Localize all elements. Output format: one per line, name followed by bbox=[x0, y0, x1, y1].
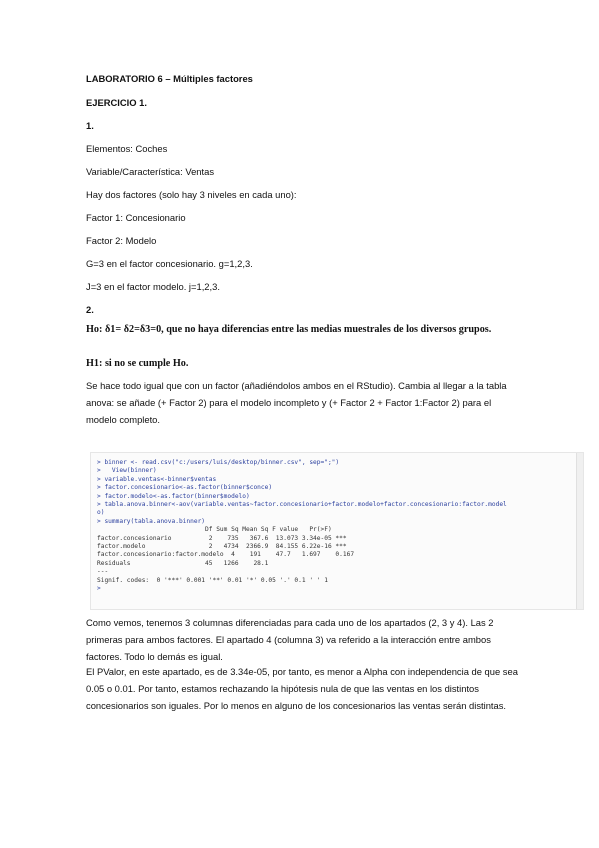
section-1-number: 1. bbox=[86, 120, 94, 131]
console-line: > summary(tabla.anova.binner) bbox=[97, 517, 206, 525]
console-output bbox=[91, 453, 583, 594]
console-line: --- bbox=[97, 568, 109, 576]
exercise-heading: EJERCICIO 1. bbox=[86, 97, 147, 108]
factores-line: Hay dos factores (solo hay 3 niveles en cada uno): bbox=[86, 189, 297, 200]
console-line: > View(binner) bbox=[97, 467, 157, 475]
null-hypothesis: Ho: δ1= δ2=δ3=0, que no haya diferencias entre las medias muestrales de los diversos grupos. bbox=[86, 324, 492, 335]
page-title: LABORATORIO 6 – Múltiples factores bbox=[86, 73, 253, 84]
g-line: G=3 en el factor concesionario. g=1,2,3. bbox=[86, 258, 253, 269]
console-line: > factor.concesionario<-as.factor(binner$conce) bbox=[97, 484, 273, 492]
console-line: > variable.ventas<-binner$ventas bbox=[97, 475, 217, 483]
console-line: factor.concesionario 2 735 367.6 13.073 3.34e-05 *** bbox=[97, 534, 347, 542]
console-line: factor.concesionario:factor.modelo 4 191 47.7 1.697 0.167 bbox=[97, 551, 355, 559]
console-line: factor.modelo 2 4734 2366.9 84.155 6.22e-16 *** bbox=[97, 543, 347, 551]
console-line: Signif. codes: 0 '***' 0.001 '**' 0.01 '*' 0.05 '.' 0.1 ' ' 1 bbox=[97, 576, 328, 584]
pvalue-paragraph: El PValor, en este apartado, es de 3.34e-05, por tanto, es menor a Alpha con independencia de que sea 0.05 o 0.01. Por tanto, estamos rechazando la hipótesis nula de que las ventas en los distintos concesionarios son iguales. Por lo menos en alguno de los concesionarios las ventas serán distintas. bbox=[86, 666, 518, 711]
interpretation-paragraph: Como vemos, tenemos 3 columnas diferenciadas para cada uno de los apartados (2, 3 y 4). Las 2 primeras para ambos factores. El apartado 4 (columna 3) va referido a la interacción entre ambos factores. Todo lo demás es igual. bbox=[86, 617, 494, 662]
factor2-line: Factor 2: Modelo bbox=[86, 235, 157, 246]
console-scrollbar[interactable] bbox=[576, 453, 583, 609]
j-line: J=3 en el factor modelo. j=1,2,3. bbox=[86, 281, 220, 292]
factor1-line: Factor 1: Concesionario bbox=[86, 212, 186, 223]
console-line: > bbox=[97, 585, 101, 593]
console-line: > factor.modelo<-as.factor(binner$modelo) bbox=[97, 492, 250, 500]
explanation-paragraph: Se hace todo igual que con un factor (añadiéndolos ambos en el RStudio). Cambia al llegar a la tabla anova: se añade (+ Factor 2) para el modelo incompleto y (+ Factor 2 + Factor 1:Factor 2) para el modelo completo. bbox=[86, 380, 507, 425]
elementos-line: Elementos: Coches bbox=[86, 143, 168, 154]
r-console-screenshot bbox=[90, 452, 584, 610]
console-line: Df Sum Sq Mean Sq F value Pr(>F) bbox=[97, 526, 332, 534]
console-line: o) bbox=[97, 509, 105, 517]
console-line: > tabla.anova.binner<-aov(variable.ventas~factor.concesionario+factor.modelo+factor.concesionario:factor.model bbox=[97, 501, 507, 509]
alt-hypothesis: H1: si no se cumple Ho. bbox=[86, 358, 189, 369]
variable-line: Variable/Característica: Ventas bbox=[86, 166, 215, 177]
console-line: Residuals 45 1266 28.1 bbox=[97, 559, 269, 567]
console-line: > binner <- read.csv("c:/users/luis/desktop/binner.csv", sep=";") bbox=[97, 459, 340, 466]
section-2-number: 2. bbox=[86, 304, 94, 315]
